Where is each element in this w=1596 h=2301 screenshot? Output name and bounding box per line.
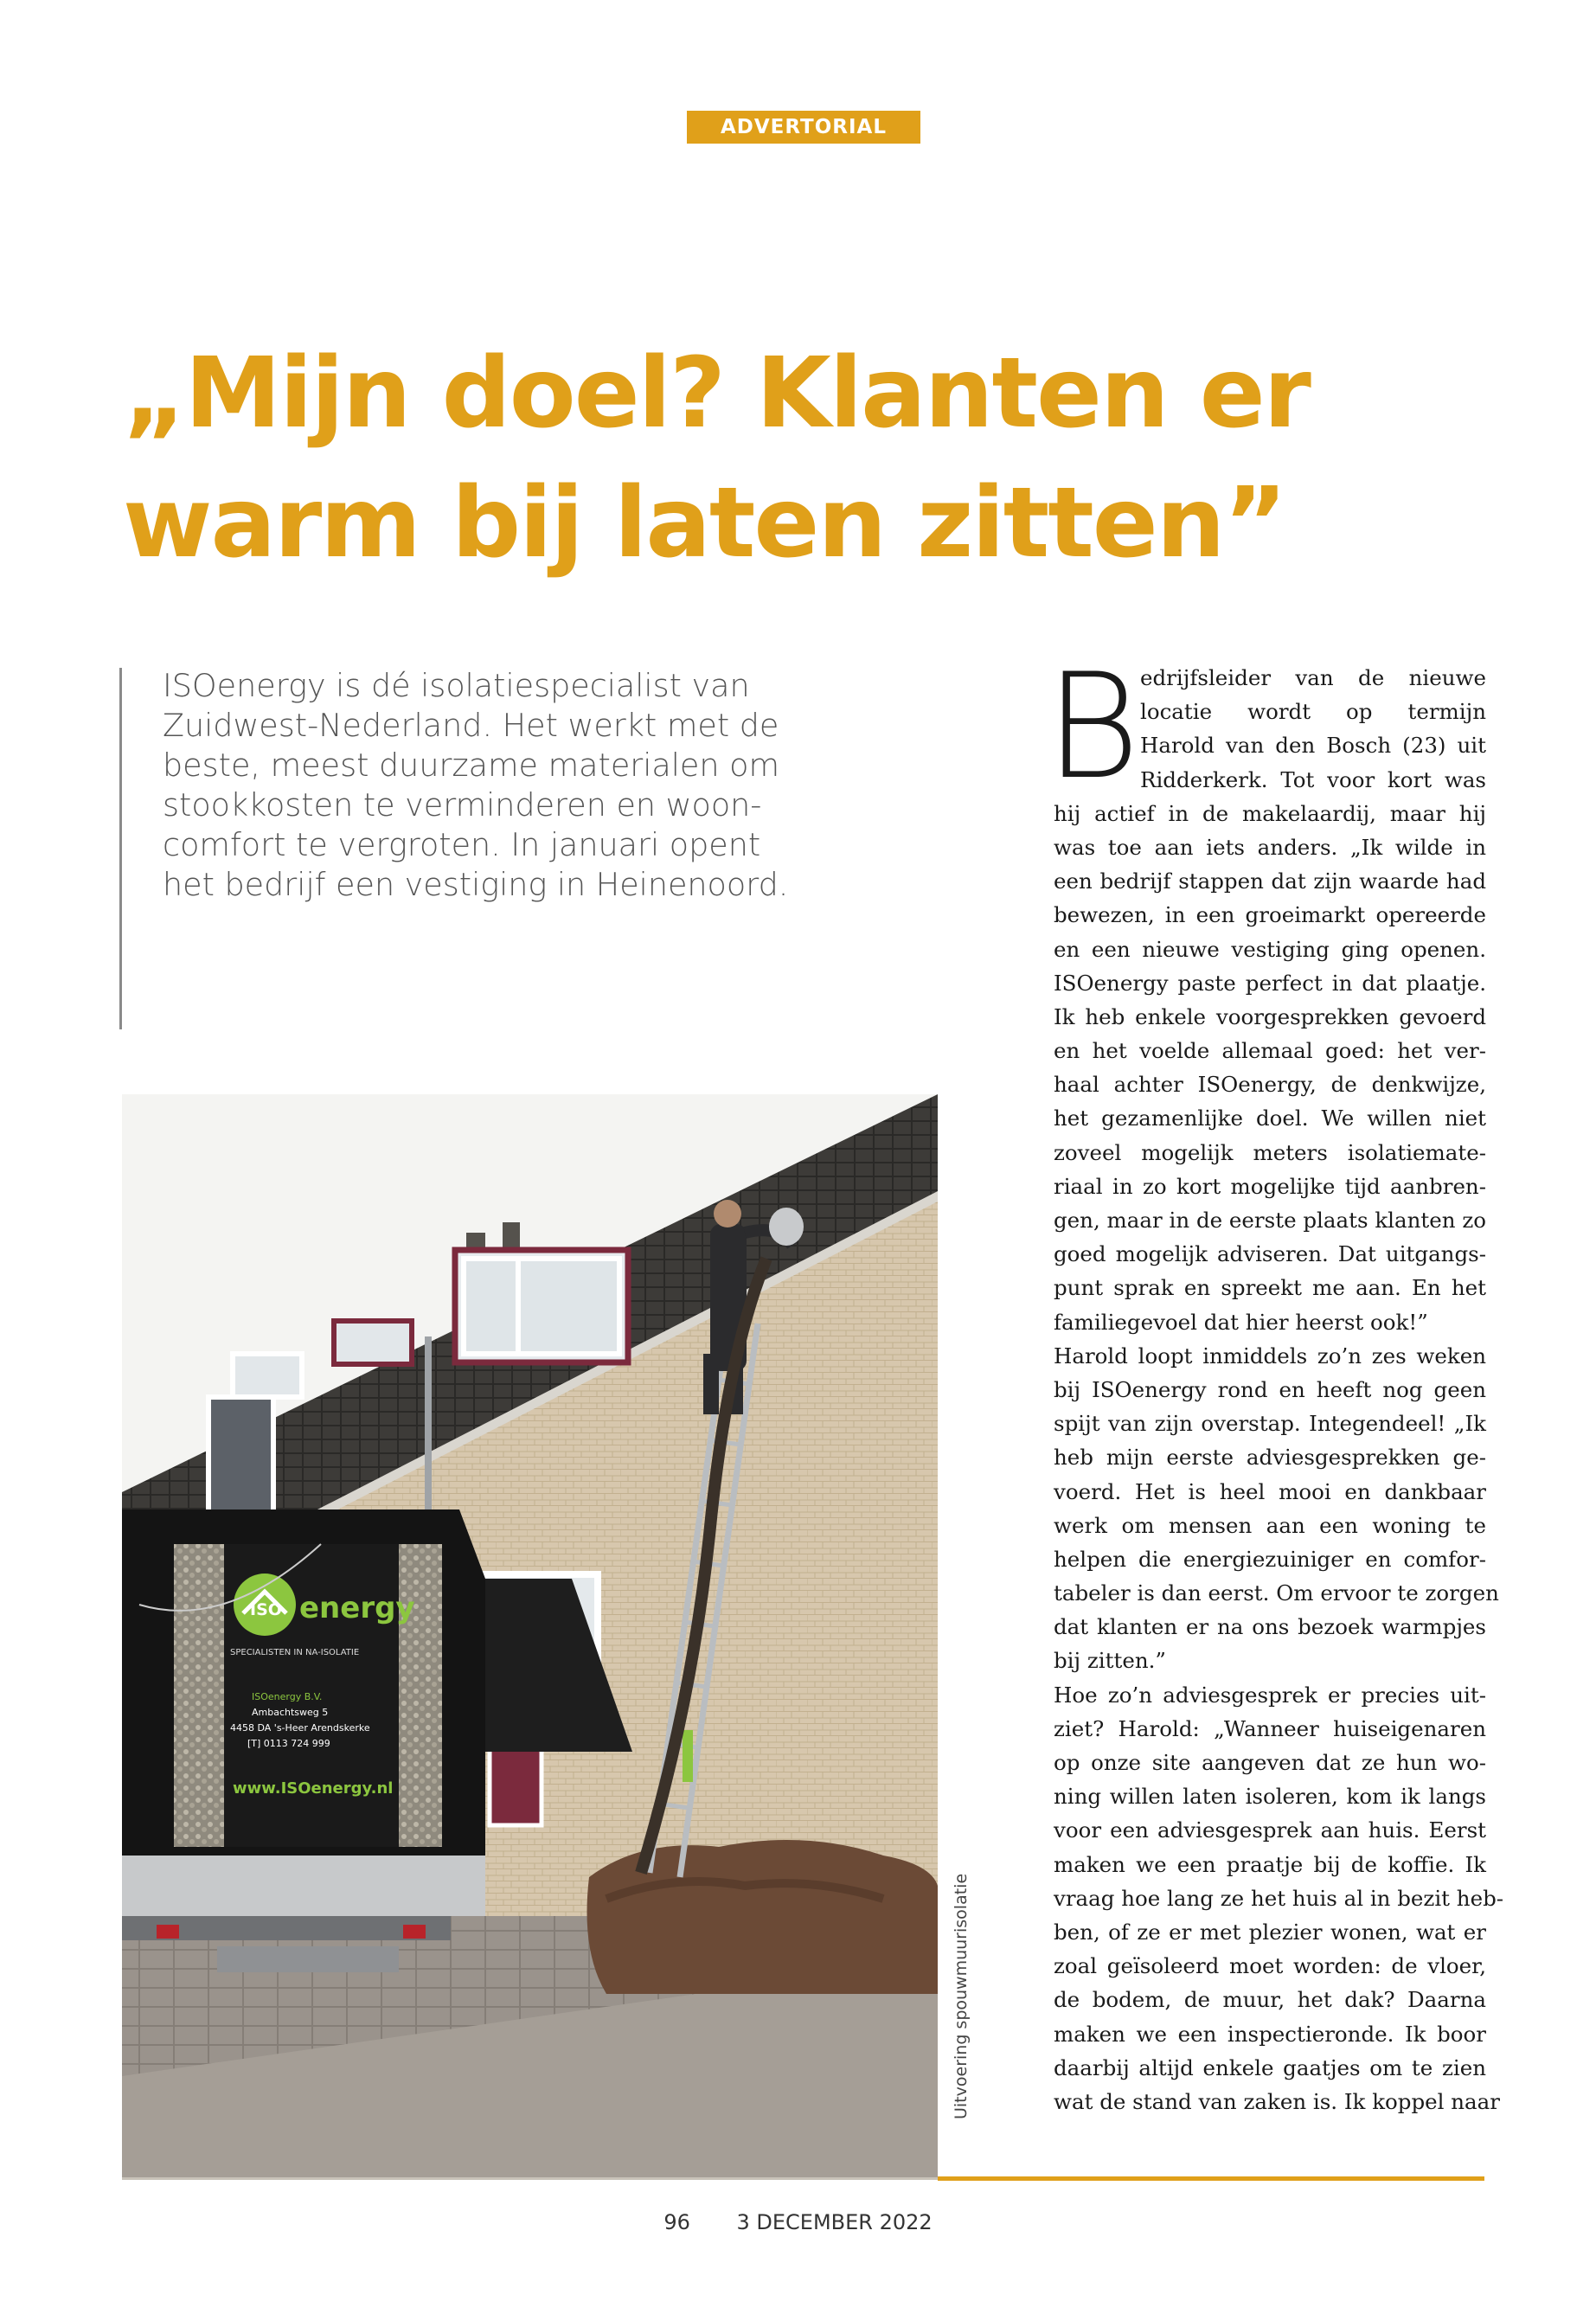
headline-line-2: warm bij laten zitten” (123, 467, 1286, 580)
intro-line: het bedrijf een vestiging in Heinenoord. (163, 866, 789, 903)
body-line: dat klanten er na ons bezoek warmpjes (1054, 1614, 1486, 1640)
body-line: ning willen laten isoleren, kom ik langs (1054, 1784, 1486, 1810)
body-line: voor een adviesgesprek aan huis. Eerst (1054, 1817, 1486, 1843)
body-line: Hoe zo’n adviesgesprek er precies uit- (1054, 1682, 1486, 1708)
headline-line-1: „Mijn doel? Klanten er (123, 337, 1310, 450)
body-line: edrijfsleider van de nieuwe (1140, 665, 1486, 690)
body-line: werk om mensen aan een woning te (1054, 1512, 1486, 1538)
body-line: zoveel mogelijk meters isolatiemate- (1054, 1139, 1486, 1165)
intro-line: comfort te vergroten. In januari opent (163, 826, 761, 863)
article-body (1054, 661, 1504, 2118)
body-line: ISOenergy paste perfect in dat plaatje. (1054, 970, 1486, 996)
body-line: bewezen, in een groeimarkt opereerde (1054, 902, 1486, 928)
intro-paragraph (163, 666, 837, 905)
body-line: en een nieuwe vestiging ging openen. (1054, 936, 1486, 962)
body-line: wat de stand van zaken is. Ik koppel naar (1054, 2088, 1500, 2114)
body-line: bij ISOenergy rond en heeft nog geen (1054, 1376, 1486, 1402)
house-photo (122, 1094, 938, 2180)
body-line: zoal geïsoleerd moet worden: de vloer, (1054, 1953, 1486, 1979)
intro-line: ISOenergy is dé isolatiespecialist van (163, 667, 750, 704)
trailer-tagline: SPECIALISTEN IN NA-ISOLATIE (230, 1648, 360, 1657)
body-line: locatie wordt op termijn (1140, 699, 1486, 725)
body-line: goed mogelijk adviseren. Dat uitgangs- (1054, 1241, 1486, 1267)
body-line: riaal in zo kort mogelijke tijd aanbren- (1054, 1173, 1486, 1199)
body-line: punt sprak en spreekt me aan. En het (1054, 1275, 1486, 1301)
body-line: ben, of ze er met plezier wonen, wat er (1054, 1919, 1486, 1945)
drop-cap: B (1045, 642, 1141, 811)
intro-line: Zuidwest-Nederland. Het werkt met de (163, 707, 779, 744)
body-line: Harold loopt inmiddels zo’n zes weken (1054, 1343, 1486, 1368)
body-line: bij zitten.” (1054, 1648, 1166, 1674)
page-footer (0, 2210, 1596, 2234)
photo-base-line (122, 2177, 938, 2180)
section-badge: ADVERTORIAL (687, 111, 920, 144)
trailer-address-line: ISOenergy B.V. (252, 1691, 323, 1702)
body-line: heb mijn eerste adviesgesprekken ge- (1054, 1445, 1486, 1471)
body-line: en het voelde allemaal goed: het ver- (1054, 1038, 1486, 1064)
body-line: spijt van zijn overstap. Integendeel! „Ik (1054, 1411, 1486, 1437)
body-line: daarbij altijd enkele gaatjes om te zien (1054, 2054, 1486, 2080)
article-photo (122, 1094, 938, 2180)
trailer-address-line: Ambachtsweg 5 (252, 1707, 329, 1718)
body-line: voerd. Het is heel mooi en dankbaar (1054, 1478, 1486, 1504)
body-line: het gezamenlijke doel. We willen niet (1054, 1106, 1486, 1131)
body-line: helpen die energiezuiniger en comfor- (1054, 1546, 1486, 1572)
trailer-address-line: [T] 0113 724 999 (247, 1738, 330, 1749)
trailer-logo: energy (299, 1591, 415, 1625)
body-line: familiegevoel dat hier heerst ook!” (1054, 1309, 1428, 1335)
body-line: op onze site aangeven dat ze hun wo- (1054, 1750, 1486, 1775)
issue-date: 3 DECEMBER 2022 (736, 2210, 933, 2234)
trailer-url: www.ISOenergy.nl (233, 1779, 394, 1798)
body-line: hij actief in de makelaardij, maar hij (1054, 800, 1486, 826)
body-line: was toe aan iets anders. „Ik wilde in (1054, 834, 1486, 860)
body-line: Harold van den Bosch (23) uit (1140, 733, 1486, 759)
body-line: Ridderkerk. Tot voor kort was (1140, 766, 1486, 792)
trailer-logo-badge: ISO (250, 1600, 282, 1619)
trailer-address-line: 4458 DA 's-Heer Arendskerke (230, 1722, 370, 1734)
photo-caption: Uitvoering spouwmuurisolatie (952, 1873, 971, 2119)
body-line: gen, maar in de eerste plaats klanten zo (1054, 1208, 1486, 1233)
body-line: tabeler is dan eerst. Om ervoor te zorgen (1054, 1580, 1499, 1606)
body-line: haal achter ISOenergy, de denkwijze, (1054, 1072, 1486, 1098)
intro-line: beste, meest duurzame materialen om (163, 747, 780, 784)
intro-line: stookkosten te verminderen en woon- (163, 786, 762, 824)
page-number: 96 (663, 2210, 690, 2234)
intro-rule (119, 668, 122, 1029)
body-line: de bodem, de muur, het dak? Daarna (1054, 1987, 1486, 2013)
body-line: maken we een praatje bij de koffie. Ik (1054, 1851, 1486, 1877)
body-line: een bedrijf stappen dat zijn waarde had (1054, 868, 1486, 894)
body-line: maken we een inspectieronde. Ik boor (1054, 2021, 1486, 2047)
headline (123, 329, 1524, 588)
body-line: ziet? Harold: „Wanneer huiseigenaren (1054, 1715, 1486, 1741)
body-line: Ik heb enkele voorgesprekken gevoerd (1054, 1003, 1486, 1029)
footer-rule (938, 2176, 1484, 2181)
body-line: vraag hoe lang ze het huis al in bezit heb- (1054, 1885, 1504, 1911)
